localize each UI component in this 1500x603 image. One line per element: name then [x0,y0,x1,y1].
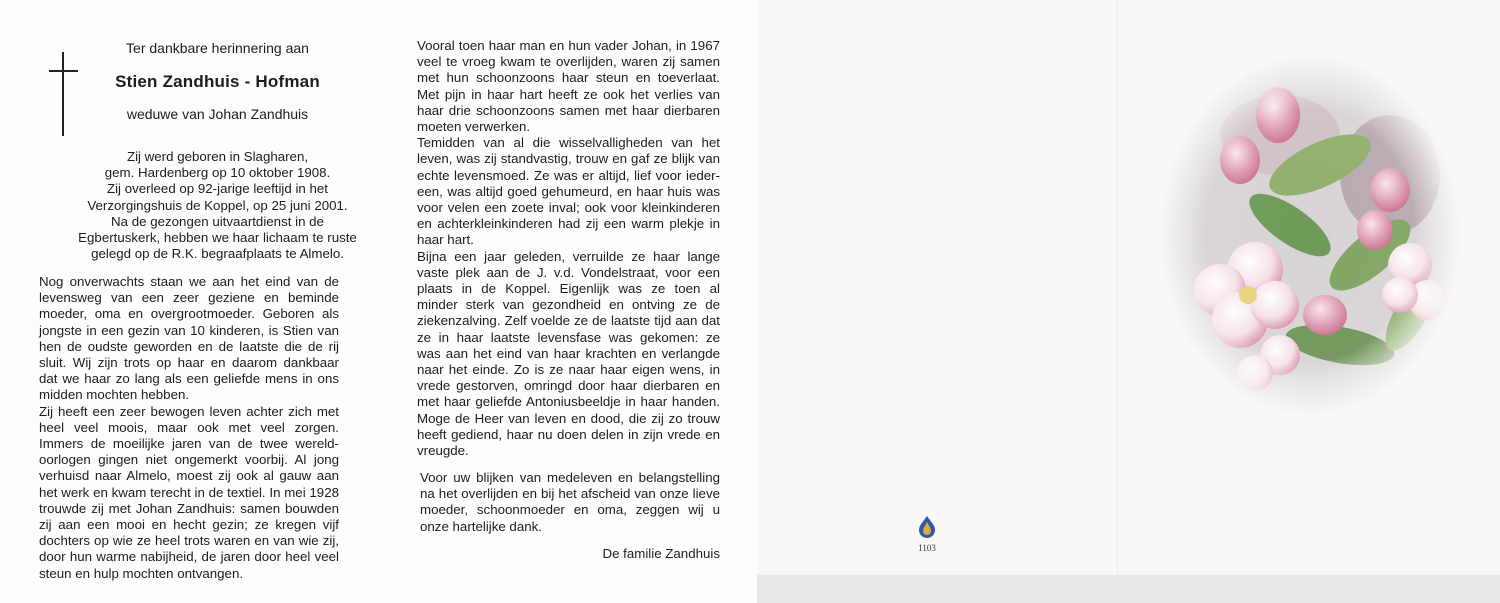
intro-line: Ter dankbare herinnering aan [126,40,309,56]
fold-line [1117,0,1118,575]
cross-icon-horizontal [49,70,78,72]
widow-line: weduwe van Johan Zandhuis [126,106,309,122]
thanks-paragraph: Voor uw blijken van medeleven en belangstelling na het overlijden en bij het afscheid van onze lieve moeder, schoonmoeder en oma, zeggen wij u onze hartelijke dank. [420,470,720,534]
family-signature: De familie Zandhuis [602,546,720,561]
deceased-name: Stien Zandhuis - Hofman [115,72,320,91]
left-column-text: Nog onverwachts staan we aan het eind van de levensweg van een zeer geziene en beminde moeder, oma en overgrootmoeder. Geboren als jongste in een gezin van 10 kinderen, is Stien van hen de oudste geworden en de laatste die de rij sluit. Wij zijn trots op haar en daarom dankbaar dat we haar zo lang als een geliefde mens in ons midden mochten hebben. Zij heeft een zeer bewogen leven achter zich met heel veel moois, maar ook met veel zorgen. Immers de moeilijke jaren van de twee wereld-oorlogen gingen niet ongemerkt voorbij. Al jong verhuisd naar Almelo, moest zij ook al gauw aan het werk en kwam terecht in de textiel. In mei 1928 trouwde zij met Johan Zandhuis: samen bouwden zij aan een mooi en hecht gezin; ze kregen vijf dochters op wie ze heel trots waren en van wie zij, door hun warme nabijheid, de jaren door heel veel steun en hulp mochten ontvangen. [39,274,339,581]
apple-blossom-image [1160,55,1460,415]
life-dates-paragraph: Zij werd geboren in Slagharen, gem. Hardenberg op 10 oktober 1908. Zij overleed op 92-jarige leeftijd in het Verzorgingshuis de Koppel, op 25 juni 2001. Na de gezongen uitvaartdienst in de Egbertuskerk, hebben we haar lichaam te ruste gelegd op de R.K. begraafplaats te Almelo. [78,149,357,262]
card-code: 1103 [918,543,936,553]
scan-background-strip [757,575,1500,603]
flame-drop-icon [917,515,937,544]
cross-icon-vertical [62,52,64,136]
right-column-text: Vooral toen haar man en hun vader Johan, in 1967 veel te vroeg kwam te overlijden, waren zij samen met hun schoonzoons haar steun en toeverlaat. Met pijn in haar hart heeft ze ook het verlies van haar drie schoonzoons samen met haar dierbaren moeten verwerken. Temidden van al die wisselvalligheden van het leven, was zij standvastig, trouw en gaf ze blijk van echte levensmoed. Ze was er altijd, lief voor ieder-een, was altijd goed gehumeurd, en haar huis was voor velen een zoete inval; ook voor kleinkinderen en achterkleinkinderen had zij een warm plekje in haar hart. Bijna een jaar geleden, verruilde ze haar lange vaste plek aan de J. v.d. Vondelstraat, voor een plaats in de Koppel. Eigenlijk was ze toen al minder sterk van gezondheid en ontving ze de ziekenzalving. Zelf voelde ze de laatste tijd aan dat ze in haar laatste levensfase was gekomen: ze was aan het eind van haar krachten en verlangde naar het einde. Zo is ze naar haar eigen wens, in vrede gestorven, omringd door haar dierbaren en met haar geliefde Antoniusbeeldje in haar handen. Moge de Heer van leven en dood, die zij zo trouw heeft gediend, haar nu doen delen in zijn vrede en vreugde. [417,38,720,459]
